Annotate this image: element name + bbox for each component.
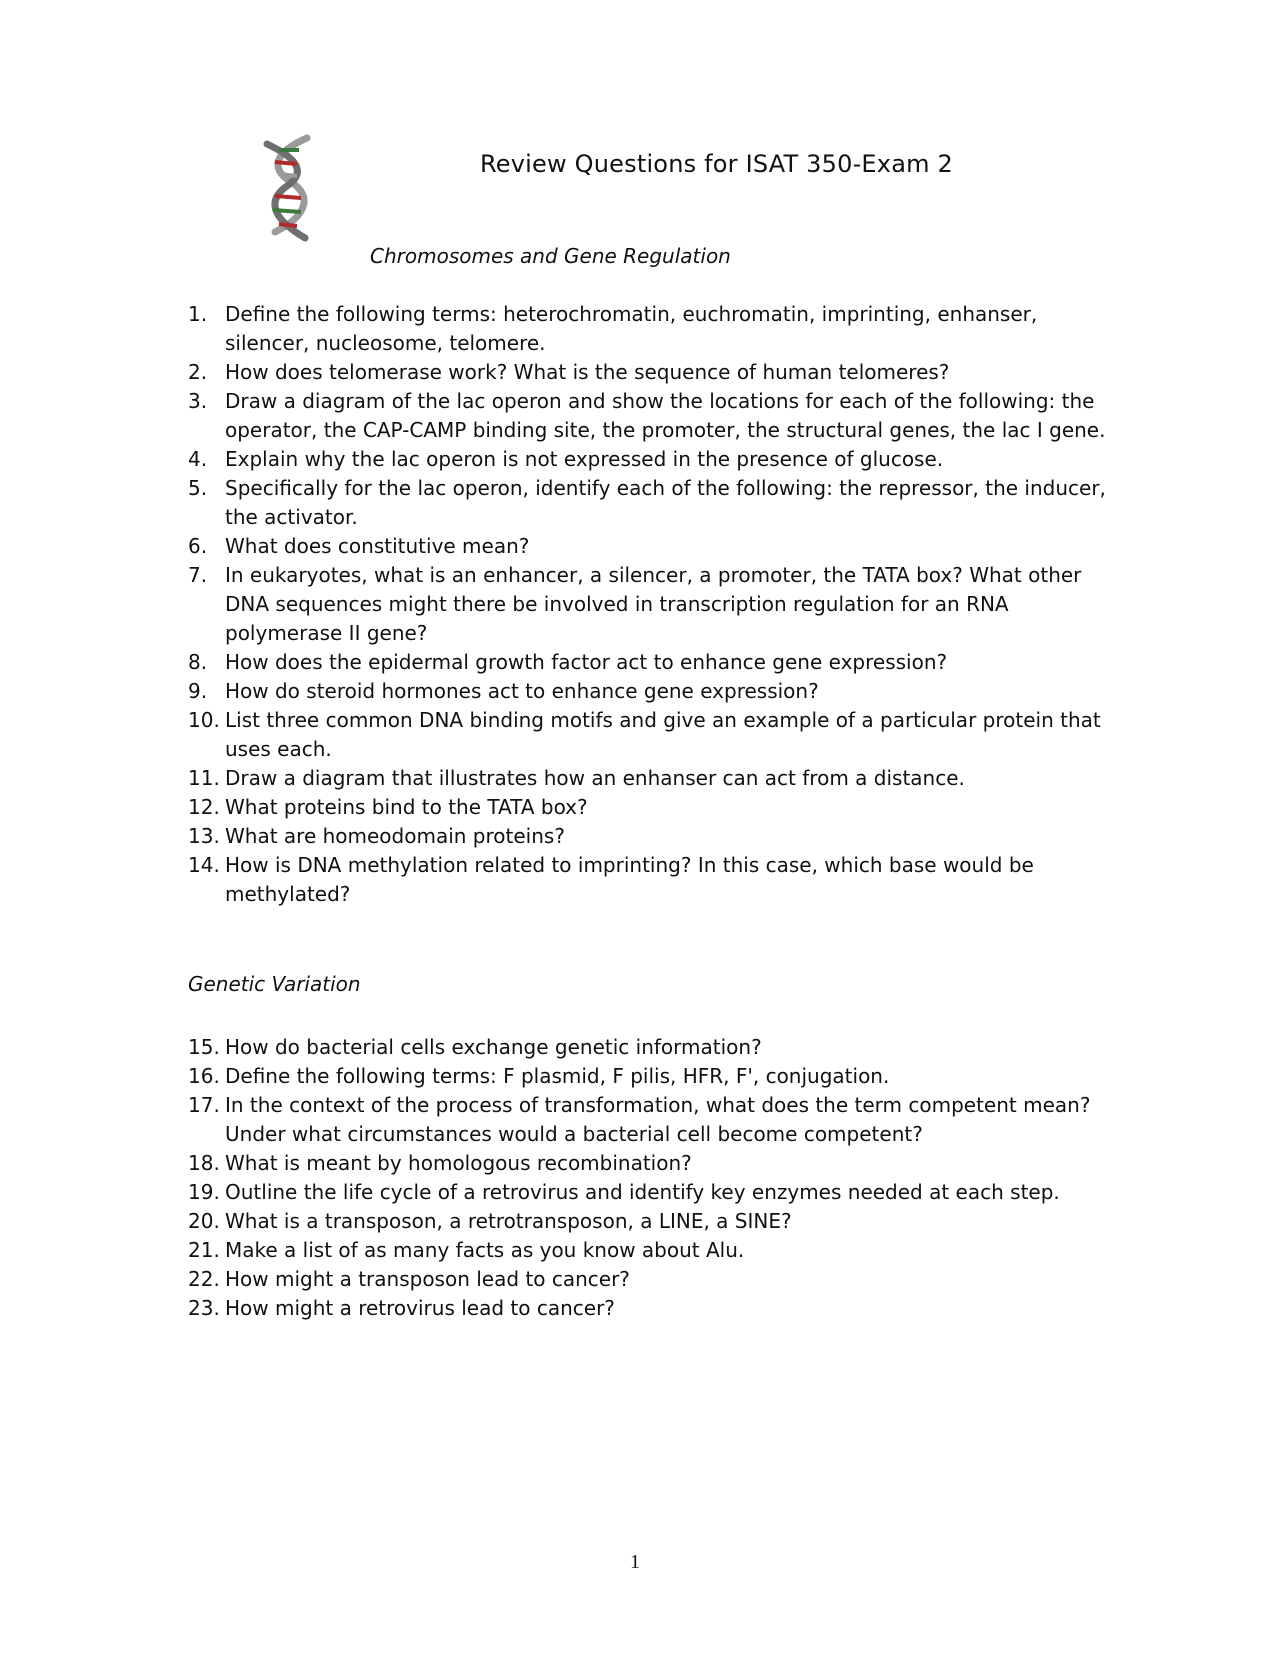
- question-number: 21.: [188, 1238, 220, 1262]
- dna-double-helix-icon: [245, 132, 335, 247]
- question-text: What are homeodomain proteins?: [225, 824, 565, 848]
- question-number: 5.: [188, 476, 208, 500]
- question-text: How does telomerase work? What is the sequence of human telomeres?: [225, 360, 950, 384]
- question-item: [188, 764, 1108, 793]
- question-list-section-1: [188, 300, 1108, 909]
- question-number: 3.: [188, 389, 208, 413]
- question-text: How might a retrovirus lead to cancer?: [225, 1296, 615, 1320]
- question-item: [188, 851, 1108, 909]
- question-text: Specifically for the lac operon, identify each of the following: the repressor, the inducer, the activator.: [225, 476, 1106, 529]
- question-number: 16.: [188, 1064, 220, 1088]
- question-text: List three common DNA binding motifs and give an example of a particular protein that uses each.: [225, 708, 1101, 761]
- question-number: 23.: [188, 1296, 220, 1320]
- question-number: 8.: [188, 650, 208, 674]
- question-number: 20.: [188, 1209, 220, 1233]
- question-item: [188, 387, 1108, 445]
- section-heading-chromosomes: Chromosomes and Gene Regulation: [370, 244, 731, 268]
- question-text: Explain why the lac operon is not expressed in the presence of glucose.: [225, 447, 944, 471]
- question-text: How is DNA methylation related to imprinting? In this case, which base would be methylated?: [225, 853, 1034, 906]
- question-text: What does constitutive mean?: [225, 534, 530, 558]
- question-text: Draw a diagram of the lac operon and show the locations for each of the following: the operator, the CAP-CAMP binding site, the promoter, the structural genes, the lac I gene.: [225, 389, 1106, 442]
- question-text: Outline the life cycle of a retrovirus and identify key enzymes needed at each step.: [225, 1180, 1060, 1204]
- question-text: What is meant by homologous recombination?: [225, 1151, 692, 1175]
- question-number: 6.: [188, 534, 208, 558]
- question-number: 22.: [188, 1267, 220, 1291]
- question-item: [188, 1265, 1108, 1294]
- question-text: In the context of the process of transformation, what does the term competent mean? Under what circumstances would a bacterial cell become competent?: [225, 1093, 1091, 1146]
- question-item: [188, 677, 1108, 706]
- question-number: 13.: [188, 824, 220, 848]
- question-number: 17.: [188, 1093, 220, 1117]
- page-number: 1: [630, 1551, 640, 1573]
- question-text: How do steroid hormones act to enhance gene expression?: [225, 679, 819, 703]
- question-number: 9.: [188, 679, 208, 703]
- question-number: 18.: [188, 1151, 220, 1175]
- question-text: How do bacterial cells exchange genetic information?: [225, 1035, 762, 1059]
- section-heading-genetic-variation: Genetic Variation: [188, 972, 361, 996]
- question-number: 14.: [188, 853, 220, 877]
- question-text: Define the following terms: heterochromatin, euchromatin, imprinting, enhanser, silencer, nucleosome, telomere.: [225, 302, 1038, 355]
- question-item: [188, 1062, 1108, 1091]
- question-number: 12.: [188, 795, 220, 819]
- question-item: [188, 1091, 1108, 1149]
- question-item: [188, 1207, 1108, 1236]
- question-number: 15.: [188, 1035, 220, 1059]
- question-text: Draw a diagram that illustrates how an enhanser can act from a distance.: [225, 766, 965, 790]
- question-text: How does the epidermal growth factor act to enhance gene expression?: [225, 650, 948, 674]
- question-item: [188, 1178, 1108, 1207]
- question-item: [188, 1149, 1108, 1178]
- question-item: [188, 561, 1108, 648]
- question-item: [188, 358, 1108, 387]
- question-item: [188, 300, 1108, 358]
- question-number: 19.: [188, 1180, 220, 1204]
- document-title: Review Questions for ISAT 350-Exam 2: [480, 150, 953, 178]
- question-item: [188, 1033, 1108, 1062]
- question-item: [188, 706, 1108, 764]
- question-item: [188, 474, 1108, 532]
- question-number: 11.: [188, 766, 220, 790]
- question-item: [188, 445, 1108, 474]
- question-text: In eukaryotes, what is an enhancer, a silencer, a promoter, the TATA box? What other DNA sequences might there be involved in transcription regulation for an RNA polymerase II gene?: [225, 563, 1082, 645]
- question-text: Define the following terms: F plasmid, F pilis, HFR, F', conjugation.: [225, 1064, 890, 1088]
- question-text: What proteins bind to the TATA box?: [225, 795, 588, 819]
- question-item: [188, 822, 1108, 851]
- question-item: [188, 1294, 1108, 1323]
- question-text: What is a transposon, a retrotransposon, a LINE, a SINE?: [225, 1209, 792, 1233]
- question-list-section-2: [188, 1033, 1108, 1323]
- question-number: 4.: [188, 447, 208, 471]
- question-number: 7.: [188, 563, 208, 587]
- question-item: [188, 532, 1108, 561]
- question-text: How might a transposon lead to cancer?: [225, 1267, 630, 1291]
- question-item: [188, 1236, 1108, 1265]
- question-number: 1.: [188, 302, 208, 326]
- question-number: 2.: [188, 360, 208, 384]
- question-number: 10.: [188, 708, 220, 732]
- question-item: [188, 648, 1108, 677]
- question-item: [188, 793, 1108, 822]
- question-text: Make a list of as many facts as you know about Alu.: [225, 1238, 745, 1262]
